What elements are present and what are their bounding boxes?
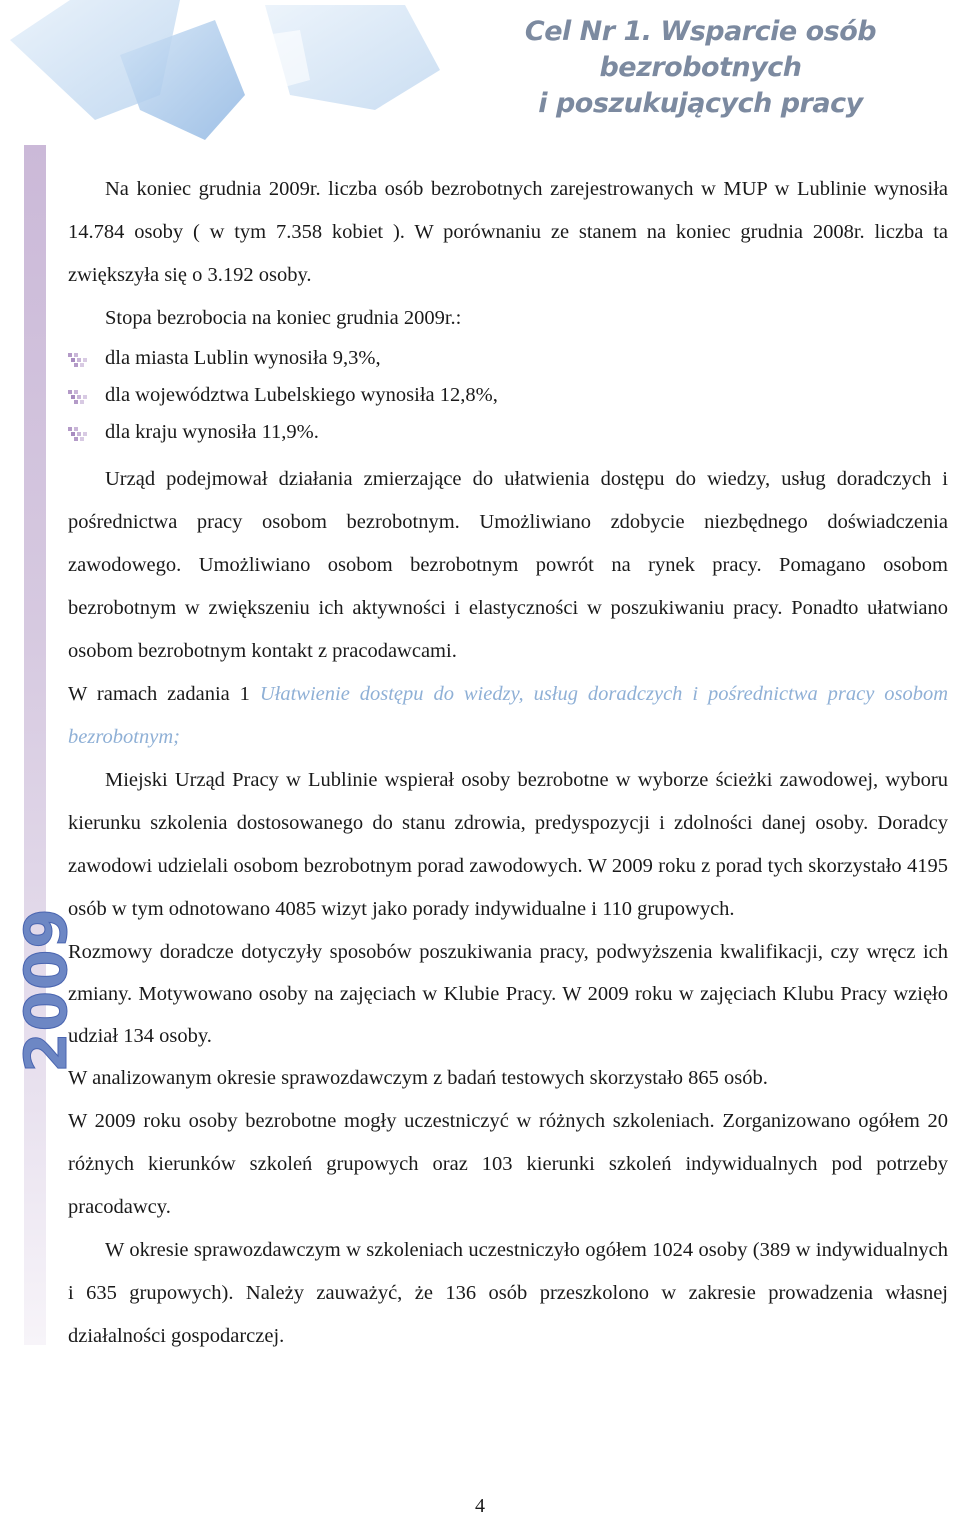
page-number: 4	[475, 1495, 485, 1517]
bullet-text: dla województwa Lubelskiego wynosiła 12,8%,	[105, 384, 498, 406]
bullet-icon	[68, 427, 90, 441]
paragraph-office-actions: Urząd podejmował działania zmierzające do ułatwienia dostępu do wiedzy, usług doradczych i pośrednictwa pracy osobom bezrobotnym. Umożliwiano zdobycie niezbędnego doświadczenia zawodowego. Umożliwiano osobom bezrobotnym powrót na rynek pracy. Pomagano osobom bezrobotnym w zwiększeniu ich aktywności i elastyczności w poszukiwaniu pracy. Ponadto ułatwiano osobom bezrobotnym kontakt z pracodawcami.	[68, 468, 948, 662]
logo-shapes-icon	[0, 0, 440, 140]
page-header	[0, 0, 960, 140]
header-title	[448, 14, 953, 122]
header-title-line2: i poszukujących pracy	[538, 88, 863, 119]
list-item	[68, 414, 948, 451]
sidebar-year: 2009	[12, 907, 80, 1073]
sidebar-decoration	[24, 145, 46, 1345]
list-item	[68, 377, 948, 414]
document-body	[68, 168, 948, 1358]
paragraph-career-guidance: Miejski Urząd Pracy w Lublinie wspierał osoby bezrobotne w wyborze ścieżki zawodowej, wyboru kierunku szkolenia dostosowanego do stanu zdrowia, predyspozycji i zdolności danej osoby. Doradcy zawodowi udzielali osobom bezrobotnym porad zawodowych. W 2009 roku z porad tych skorzystało 4195 osób w tym odnotowano 4085 wizyt jako porady indywidualne i 110 grupowych.	[68, 769, 948, 920]
paragraph-task-1	[68, 673, 948, 759]
paragraph-tests: W analizowanym okresie sprawozdawczym z badań testowych skorzystało 865 osób.	[68, 1067, 768, 1089]
list-item	[68, 340, 948, 377]
paragraph-trainings: W 2009 roku osoby bezrobotne mogły uczestniczyć w różnych szkoleniach. Zorganizowano ogółem 20 różnych kierunków szkoleń grupowych oraz 103 kierunki szkoleń indywidualnych pod potrzeby pracodawcy.	[68, 1110, 948, 1218]
bullet-text: dla miasta Lublin wynosiła 9,3%,	[105, 347, 381, 369]
paragraph-rate-intro: Stopa bezrobocia na koniec grudnia 2009r.:	[105, 307, 462, 329]
paragraph-training-participants: W okresie sprawozdawczym w szkoleniach uczestniczyło ogółem 1024 osoby (389 w indywidualnych i 635 grupowych). Należy zauważyć, że 136 osób przeszkolono w zakresie prowadzenia własnej działalności gospodarczej.	[68, 1239, 948, 1347]
paragraph-unemployment-count: Na koniec grudnia 2009r. liczba osób bezrobotnych zarejestrowanych w MUP w Lublinie wynosiła 14.784 osoby ( w tym 7.358 kobiet ). W porównaniu ze stanem na koniec grudnia 2008r. liczba ta zwiększyła się o 3.192 osoby.	[68, 178, 948, 286]
header-title-line1: Cel Nr 1. Wsparcie osób bezrobotnych	[524, 16, 877, 83]
bullet-icon	[68, 390, 90, 404]
bullet-list	[68, 340, 948, 451]
task-title: Ułatwienie dostępu do wiedzy, usług doradczych i pośrednictwa pracy osobom bezrobotnym;	[68, 683, 949, 748]
bullet-icon	[68, 353, 90, 367]
bullet-text: dla kraju wynosiła 11,9%.	[105, 421, 319, 443]
task-prefix: W ramach zadania 1	[68, 683, 260, 705]
paragraph-job-club: Rozmowy doradcze dotyczyły sposobów poszukiwania pracy, podwyższenia kwalifikacji, czy wręcz ich zmiany. Motywowano osoby na zajęciach w Klubie Pracy. W 2009 roku w zajęciach Klubu Pracy wzięło udział 134 osoby.	[68, 941, 948, 1047]
